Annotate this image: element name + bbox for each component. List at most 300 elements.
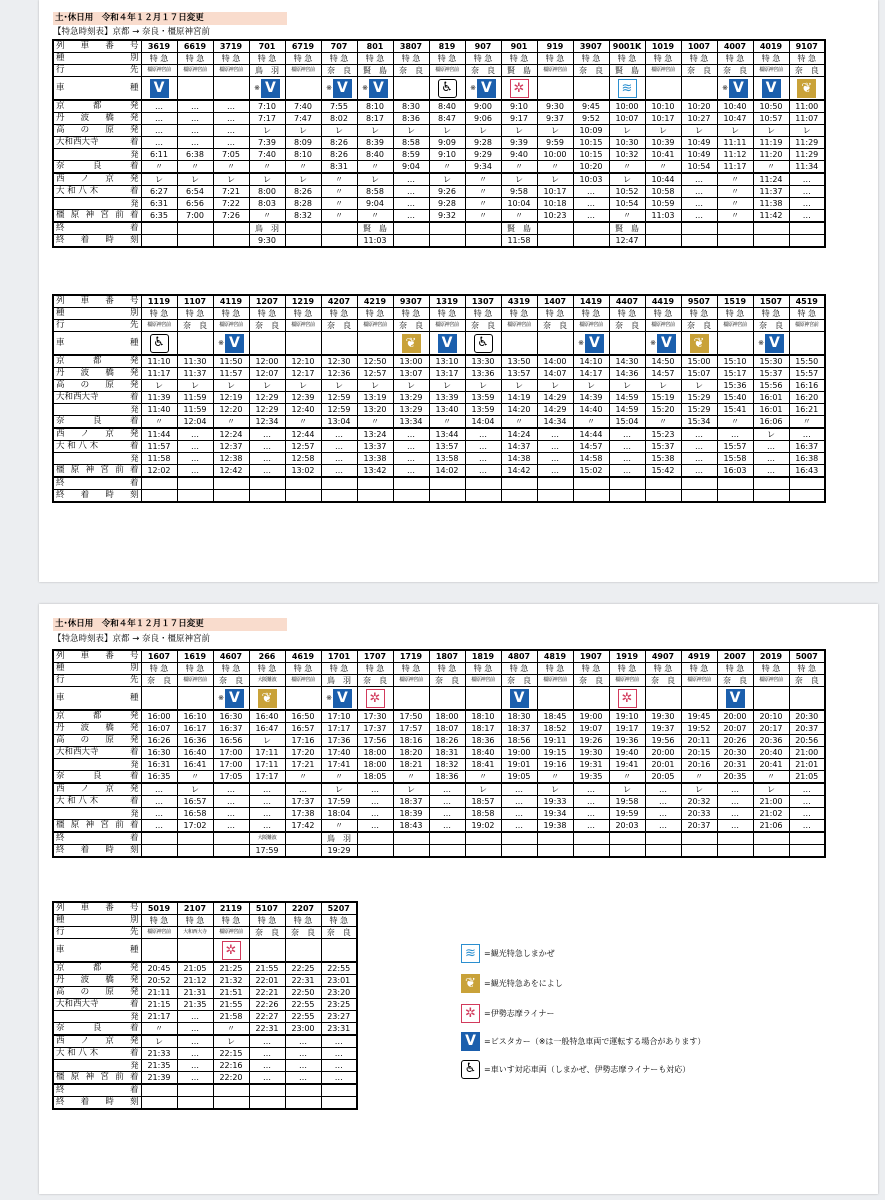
car-type <box>501 332 537 356</box>
time-cell: … <box>285 783 321 796</box>
time-cell <box>717 832 753 845</box>
table-row <box>53 125 825 137</box>
time-cell: … <box>753 465 789 478</box>
table-row <box>53 796 825 808</box>
time-cell: レ <box>537 173 573 186</box>
car-type <box>429 77 465 101</box>
time-cell: 7:22 <box>213 198 249 210</box>
car-type <box>249 332 285 356</box>
time-cell: 23:27 <box>321 1011 357 1023</box>
destination: 奈 良 <box>645 675 681 687</box>
car-type-wrap <box>762 79 781 98</box>
time-cell: 10:59 <box>645 198 681 210</box>
time-cell: 14:50 <box>645 355 681 368</box>
time-cell: 〃 <box>717 173 753 186</box>
time-cell: 6:27 <box>141 186 177 198</box>
time-cell: 19:56 <box>645 735 681 747</box>
time-cell: 18:41 <box>465 759 501 771</box>
time-cell: レ <box>249 125 285 137</box>
vistacar-icon: V <box>657 334 676 353</box>
train-kind: 特 急 <box>429 663 465 675</box>
time-cell: 15:29 <box>681 404 717 416</box>
car-type-wrap <box>254 79 280 98</box>
time-cell: 10:52 <box>609 186 645 198</box>
train-kind: 特 急 <box>141 915 177 927</box>
time-cell <box>465 477 501 490</box>
time-cell: 14:36 <box>609 368 645 380</box>
train-number: 4819 <box>537 650 573 663</box>
car-type <box>357 687 393 711</box>
time-cell: 20:17 <box>753 723 789 735</box>
row-label: 行 先 <box>53 320 141 332</box>
car-type <box>357 332 393 356</box>
time-cell: 19:58 <box>609 796 645 808</box>
time-cell: 11:39 <box>141 392 177 404</box>
time-cell: レ <box>609 173 645 186</box>
table-row <box>53 137 825 149</box>
wheelchair-icon: ♿ <box>438 79 457 98</box>
time-cell: 21:33 <box>141 1048 177 1060</box>
time-cell <box>717 845 753 858</box>
time-cell: 19:01 <box>501 759 537 771</box>
time-cell: 9:00 <box>465 100 501 113</box>
table-row <box>53 332 825 356</box>
time-cell: 13:39 <box>429 392 465 404</box>
destination: 大阪難波 <box>249 675 285 687</box>
time-cell: 21:55 <box>213 999 249 1011</box>
time-cell: … <box>213 113 249 125</box>
time-cell: 16:20 <box>789 392 825 404</box>
time-cell: レ <box>249 735 285 747</box>
time-cell: 8:10 <box>357 100 393 113</box>
car-type <box>141 77 177 101</box>
car-type <box>429 687 465 711</box>
car-type-wrap <box>326 689 352 708</box>
time-cell <box>141 235 177 248</box>
time-cell <box>321 1084 357 1097</box>
train-number: 907 <box>465 40 501 53</box>
time-cell: 9:30 <box>249 235 285 248</box>
vistacar-icon: V <box>762 79 781 98</box>
time-cell: レ <box>465 125 501 137</box>
destination: 奈 良 <box>717 65 753 77</box>
time-cell: 21:05 <box>177 962 213 975</box>
time-cell: 23:31 <box>321 1023 357 1036</box>
table-row <box>53 1048 357 1060</box>
destination: 橿原神宮前 <box>645 65 681 77</box>
time-cell: 14:02 <box>429 465 465 478</box>
train-number: 4907 <box>645 650 681 663</box>
time-cell: 13:29 <box>393 404 429 416</box>
time-cell: 17:11 <box>249 747 285 759</box>
time-cell: … <box>573 210 609 223</box>
car-type <box>465 332 501 356</box>
time-cell: 〃 <box>465 186 501 198</box>
time-cell: 18:21 <box>393 759 429 771</box>
time-cell: … <box>321 1060 357 1072</box>
time-cell: 13:20 <box>357 404 393 416</box>
time-cell: レ <box>501 125 537 137</box>
time-cell: 10:15 <box>573 149 609 161</box>
time-cell: 20:41 <box>753 759 789 771</box>
car-type <box>465 687 501 711</box>
train-kind: 特 急 <box>789 53 825 65</box>
time-cell: 17:59 <box>249 845 285 858</box>
time-cell: 12:42 <box>213 465 249 478</box>
row-label: 着 <box>129 1048 139 1058</box>
time-cell: 12:24 <box>213 428 249 441</box>
time-cell: 6:31 <box>141 198 177 210</box>
time-cell: 22:20 <box>213 1072 249 1085</box>
time-cell: 18:07 <box>429 723 465 735</box>
time-cell: … <box>393 198 429 210</box>
time-cell: … <box>465 441 501 453</box>
time-cell: 21:01 <box>789 759 825 771</box>
time-cell: … <box>681 441 717 453</box>
train-number: 1219 <box>285 295 321 308</box>
time-cell: 16:16 <box>789 380 825 392</box>
time-cell: 15:17 <box>717 368 753 380</box>
car-type <box>753 332 789 356</box>
time-cell <box>717 235 753 248</box>
time-cell: 10:23 <box>537 210 573 223</box>
time-cell: 11:42 <box>753 210 789 223</box>
time-cell: 18:45 <box>537 710 573 723</box>
time-cell: 7:47 <box>285 113 321 125</box>
train-number: 3719 <box>213 40 249 53</box>
aoniyoshi-icon: ❦ <box>797 79 816 98</box>
time-cell: 14:37 <box>501 441 537 453</box>
time-cell: 〃 <box>285 161 321 174</box>
train-number: 3907 <box>573 40 609 53</box>
time-cell: 21:00 <box>753 796 789 808</box>
time-cell <box>645 222 681 235</box>
table-row <box>53 939 357 963</box>
train-kind: 特 急 <box>681 308 717 320</box>
time-cell <box>321 490 357 503</box>
table-row <box>53 149 825 161</box>
train-number: 1707 <box>357 650 393 663</box>
row-label: 丹 波 橋 発 <box>53 113 141 125</box>
time-cell: 18:26 <box>429 735 465 747</box>
table-row <box>53 687 825 711</box>
train-kind: 特 急 <box>645 308 681 320</box>
vistacar-icon: V <box>477 79 496 98</box>
time-cell: … <box>681 465 717 478</box>
time-cell <box>573 832 609 845</box>
time-cell <box>573 490 609 503</box>
time-cell: 20:00 <box>645 747 681 759</box>
time-cell: … <box>285 1048 321 1060</box>
table-row <box>53 416 825 429</box>
time-cell: … <box>393 428 429 441</box>
time-cell <box>393 832 429 845</box>
time-cell: 6:38 <box>177 149 213 161</box>
time-cell: 13:57 <box>501 368 537 380</box>
time-cell <box>177 235 213 248</box>
time-cell: 9:06 <box>465 113 501 125</box>
destination: 奈 良 <box>573 65 609 77</box>
time-cell: … <box>753 441 789 453</box>
time-cell: … <box>321 465 357 478</box>
time-cell: 16:21 <box>789 404 825 416</box>
time-cell: 15:41 <box>717 404 753 416</box>
time-cell: 16:35 <box>141 771 177 784</box>
time-cell: 15:04 <box>609 416 645 429</box>
time-cell: レ <box>717 125 753 137</box>
time-cell: … <box>717 820 753 833</box>
row-label: 着 <box>129 999 139 1009</box>
time-cell: 13:58 <box>429 453 465 465</box>
row-label: 終 着 <box>53 1084 141 1097</box>
train-kind: 特 急 <box>681 663 717 675</box>
time-cell: 9:10 <box>429 149 465 161</box>
time-cell: 9:40 <box>501 149 537 161</box>
time-cell: 17:17 <box>249 771 285 784</box>
time-cell: … <box>213 808 249 820</box>
time-cell: … <box>501 808 537 820</box>
asterisk-mark: ※ <box>758 338 764 347</box>
time-cell: … <box>717 428 753 441</box>
destination: 橿原神宮前 <box>285 320 321 332</box>
shimakaze-icon: ≋ <box>618 79 637 98</box>
time-cell: … <box>357 796 393 808</box>
train-number: 5107 <box>249 902 285 915</box>
time-cell: 11:29 <box>789 137 825 149</box>
car-type-wrap <box>326 79 352 98</box>
time-cell <box>573 477 609 490</box>
asterisk-mark: ※ <box>326 83 332 92</box>
time-cell <box>285 1084 321 1097</box>
destination: 橿原神宮前 <box>753 65 789 77</box>
time-cell: 16:40 <box>249 710 285 723</box>
time-cell <box>429 477 465 490</box>
time-cell: 17:59 <box>321 796 357 808</box>
time-cell: 8:26 <box>321 149 357 161</box>
table-row <box>53 783 825 796</box>
legend-item: ❦ =観光特急あをによし <box>461 974 563 993</box>
row-label: 橿原神宮前着 <box>53 210 141 223</box>
time-cell: 18:16 <box>393 735 429 747</box>
row-label: 西 ノ 京 発 <box>53 173 141 186</box>
time-cell: 〃 <box>609 771 645 784</box>
time-cell: 7:40 <box>285 100 321 113</box>
time-cell: 12:19 <box>213 392 249 404</box>
table-row <box>53 1011 357 1023</box>
time-cell: 21:32 <box>213 975 249 987</box>
time-cell: 16:30 <box>141 747 177 759</box>
destination: 奈 良 <box>321 320 357 332</box>
car-type <box>321 332 357 356</box>
train-kind: 特 急 <box>393 308 429 320</box>
group-label: 大和西大寺 <box>56 137 99 147</box>
car-type <box>177 77 213 101</box>
aoniyoshi-icon: ❦ <box>258 689 277 708</box>
time-cell: レ <box>429 380 465 392</box>
time-cell: 22:31 <box>249 1023 285 1036</box>
row-label: 列 車 番 号 <box>53 902 141 915</box>
car-type <box>249 77 285 101</box>
time-cell: … <box>177 1011 213 1023</box>
asterisk-mark: ※ <box>470 83 476 92</box>
train-kind: 特 急 <box>249 53 285 65</box>
time-cell <box>753 832 789 845</box>
car-type <box>393 332 429 356</box>
train-kind: 特 急 <box>753 308 789 320</box>
time-cell: … <box>141 808 177 820</box>
group-label: 大和西大寺 <box>56 999 99 1009</box>
asterisk-mark: ※ <box>254 83 260 92</box>
time-cell: 18:20 <box>393 747 429 759</box>
time-cell: 11:10 <box>141 355 177 368</box>
group-label: 大和西大寺 <box>56 392 99 402</box>
destination: 橿原神宮前 <box>537 65 573 77</box>
train-number: 5007 <box>789 650 825 663</box>
table-row <box>53 392 825 404</box>
car-type-wrap <box>150 79 169 98</box>
time-cell: 20:36 <box>753 735 789 747</box>
time-cell: 〃 <box>501 416 537 429</box>
time-cell: 11:38 <box>753 198 789 210</box>
car-type-wrap <box>258 689 277 708</box>
time-cell: 13:02 <box>285 465 321 478</box>
train-number: 1507 <box>753 295 789 308</box>
time-cell: 20:26 <box>717 735 753 747</box>
row-label <box>53 392 141 404</box>
time-cell: 19:29 <box>321 845 357 858</box>
time-cell <box>429 490 465 503</box>
time-cell: 8:28 <box>285 198 321 210</box>
time-cell: 11:17 <box>141 368 177 380</box>
destination: 橿原神宮前 <box>177 675 213 687</box>
time-cell: … <box>285 1072 321 1085</box>
time-cell: レ <box>681 380 717 392</box>
train-kind: 特 急 <box>393 53 429 65</box>
time-cell: 〃 <box>609 210 645 223</box>
car-type-wrap <box>470 79 496 98</box>
time-cell: 18:00 <box>357 759 393 771</box>
ise-shima-liner-icon: ✲ <box>222 941 241 960</box>
row-label: 西 ノ 京 発 <box>53 1035 141 1048</box>
row-label: 種 別 <box>53 915 141 927</box>
row-label: 行 先 <box>53 65 141 77</box>
time-cell <box>141 490 177 503</box>
destination: 奈 良 <box>249 320 285 332</box>
time-cell: 11:19 <box>753 137 789 149</box>
time-cell: 18:00 <box>357 747 393 759</box>
time-cell: 12:20 <box>213 404 249 416</box>
table-row <box>53 235 825 248</box>
time-cell: 14:20 <box>501 404 537 416</box>
time-cell: 12:59 <box>321 404 357 416</box>
time-cell: … <box>249 1048 285 1060</box>
time-cell <box>645 490 681 503</box>
train-number: 701 <box>249 40 285 53</box>
time-cell: 13:44 <box>429 428 465 441</box>
time-cell: … <box>249 783 285 796</box>
car-type <box>321 939 357 963</box>
row-label: 奈 良 着 <box>53 416 141 429</box>
time-cell: 大阪難波 <box>249 832 285 845</box>
destination: 奈 良 <box>465 65 501 77</box>
car-type <box>681 687 717 711</box>
time-cell: 12:38 <box>213 453 249 465</box>
time-cell: 16:50 <box>285 710 321 723</box>
time-cell: 8:26 <box>321 137 357 149</box>
time-cell: 19:15 <box>537 747 573 759</box>
time-cell <box>177 477 213 490</box>
time-cell: 13:50 <box>501 355 537 368</box>
car-type-wrap <box>218 334 244 353</box>
time-cell: レ <box>537 783 573 796</box>
row-label <box>53 186 141 198</box>
car-type <box>285 939 321 963</box>
row-label: 車 種 <box>53 687 141 711</box>
time-cell: 22:25 <box>285 962 321 975</box>
destination: 奈 良 <box>321 927 357 939</box>
time-cell: 13:30 <box>465 355 501 368</box>
destination: 橿原神宮前 <box>465 675 501 687</box>
time-cell: 22:55 <box>321 962 357 975</box>
time-cell: 8:59 <box>393 149 429 161</box>
train-number: 9307 <box>393 295 429 308</box>
time-cell: … <box>465 465 501 478</box>
time-cell: 17:17 <box>321 723 357 735</box>
time-cell <box>537 477 573 490</box>
time-cell: … <box>177 465 213 478</box>
row-label: 種 別 <box>53 308 141 320</box>
time-cell: 20:16 <box>681 759 717 771</box>
train-number: 1319 <box>429 295 465 308</box>
time-cell <box>249 1084 285 1097</box>
time-cell: 16:38 <box>789 453 825 465</box>
table-row <box>53 40 825 53</box>
time-cell: 22:55 <box>285 999 321 1011</box>
time-cell <box>141 1084 177 1097</box>
time-cell: 10:30 <box>609 137 645 149</box>
time-cell: 10:49 <box>681 149 717 161</box>
time-cell <box>177 222 213 235</box>
train-number: 4119 <box>213 295 249 308</box>
row-label: 着 <box>129 137 139 147</box>
time-cell: 13:10 <box>429 355 465 368</box>
time-cell: 12:40 <box>285 404 321 416</box>
destination: 奈 良 <box>681 65 717 77</box>
time-cell: … <box>537 465 573 478</box>
row-label: 橿原神宮前着 <box>53 1072 141 1085</box>
destination: 奈 良 <box>501 675 537 687</box>
time-cell: 15:42 <box>645 465 681 478</box>
table-row <box>53 771 825 784</box>
time-cell: 9:28 <box>429 198 465 210</box>
time-cell: 〃 <box>177 771 213 784</box>
time-cell: 14:34 <box>537 416 573 429</box>
time-cell: 18:05 <box>357 771 393 784</box>
train-kind: 特 急 <box>573 663 609 675</box>
train-kind: 特 急 <box>645 53 681 65</box>
time-cell: 11:44 <box>141 428 177 441</box>
time-cell: 11:03 <box>645 210 681 223</box>
car-type <box>465 77 501 101</box>
wheelchair-icon: ♿ <box>461 1060 480 1079</box>
asterisk-mark: ※ <box>218 693 224 702</box>
car-type <box>393 77 429 101</box>
time-cell: … <box>321 1048 357 1060</box>
legend-item: ♿ =車いす対応車両（しまかぜ、伊勢志摩ライナーも対応） <box>461 1060 690 1079</box>
table-row <box>53 650 825 663</box>
time-cell: 16:10 <box>177 710 213 723</box>
table-row <box>53 987 357 999</box>
